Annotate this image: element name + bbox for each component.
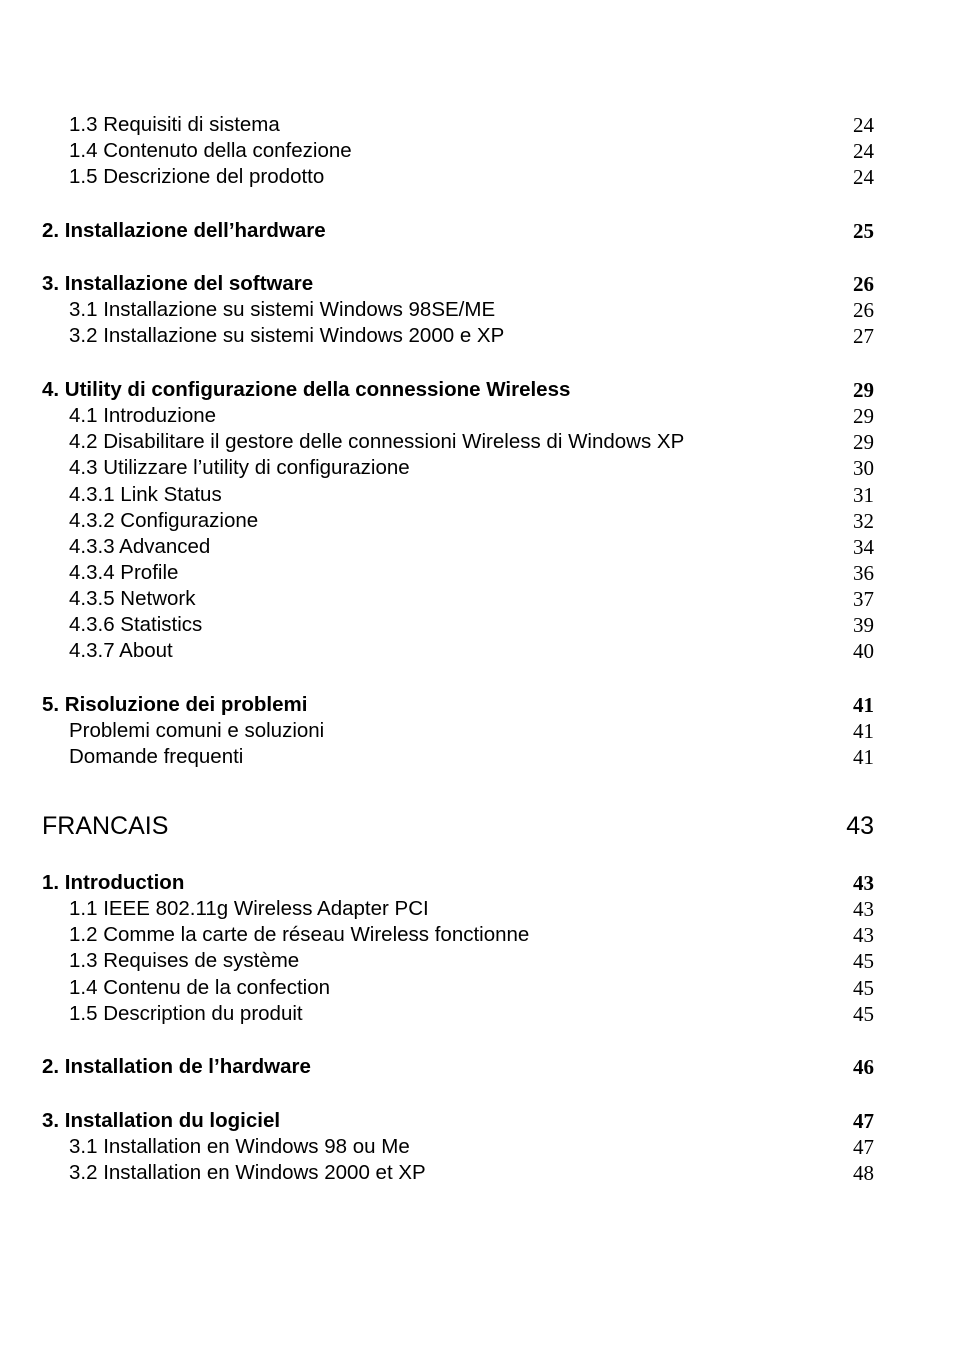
toc-entry-page-number: 43 [846, 812, 874, 840]
toc-entry-page-number: 30 [853, 456, 874, 480]
toc-entry-page-number: 41 [853, 745, 874, 769]
toc-entry-page-number: 29 [853, 430, 874, 454]
toc-entry [0, 948, 954, 974]
toc-section-entry [0, 1108, 954, 1134]
toc-entry [0, 975, 954, 1001]
toc-entry-label: 3.2 Installazione su sistemi Windows 2000 e XP [69, 324, 505, 347]
toc-entry [0, 1001, 954, 1027]
toc-entry-page-number: 25 [853, 219, 874, 243]
toc-section-entry [0, 870, 954, 896]
toc-entry-label: 1.3 Requises de système [69, 949, 300, 972]
toc-entry-page-number: 47 [853, 1135, 874, 1159]
toc-entry [0, 638, 954, 664]
toc-entry-page-number: 47 [853, 1109, 874, 1133]
toc-entry-page-number: 24 [853, 165, 874, 189]
toc-entry-label: 4.2 Disabilitare il gestore delle connessioni Wireless di Windows XP [69, 430, 685, 453]
toc-entry [0, 1160, 954, 1186]
toc-section-entry [0, 1054, 954, 1080]
toc-entry-page-number: 24 [853, 139, 874, 163]
toc-entry-page-number: 45 [853, 949, 874, 973]
toc-entry-page-number: 43 [853, 871, 874, 895]
toc-entry-label: 2. Installazione dell’hardware [42, 219, 326, 242]
toc-entry-label: 1. Introduction [42, 871, 185, 894]
toc-entry-label: 3. Installazione del software [42, 272, 314, 295]
toc-entry-label: 3.1 Installazione su sistemi Windows 98SE/ME [69, 298, 496, 321]
toc-entry-label: 4.3.7 About [69, 639, 173, 662]
toc-entry-page-number: 34 [853, 535, 874, 559]
toc-entry-label: 4.3.6 Statistics [69, 613, 203, 636]
toc-entry [0, 297, 954, 323]
toc-entry-label: 5. Risoluzione dei problemi [42, 693, 308, 716]
toc-entry-page-number: 40 [853, 639, 874, 663]
toc-entry-page-number: 41 [853, 693, 874, 717]
toc-entry [0, 138, 954, 164]
toc-entry-page-number: 29 [853, 404, 874, 428]
toc-entry [0, 112, 954, 138]
toc-entry-page-number: 32 [853, 509, 874, 533]
toc-entry-page-number: 43 [853, 897, 874, 921]
toc-section-entry [0, 218, 954, 244]
toc-entry [0, 744, 954, 770]
toc-entry [0, 164, 954, 190]
toc-entry-label: 1.1 IEEE 802.11g Wireless Adapter PCI [69, 897, 429, 920]
toc-entry [0, 1134, 954, 1160]
toc-entry-label: 2. Installation de l’hardware [42, 1055, 311, 1078]
toc-entry-label: 3.2 Installation en Windows 2000 et XP [69, 1161, 426, 1184]
toc-entry-page-number: 27 [853, 324, 874, 348]
toc-entry-page-number: 41 [853, 719, 874, 743]
language-heading [0, 813, 954, 839]
toc-entry [0, 323, 954, 349]
toc-entry-label: 1.4 Contenu de la confection [69, 976, 330, 999]
toc-entry-page-number: 29 [853, 378, 874, 402]
toc-section-entry [0, 271, 954, 297]
toc-entry-label: 4.3.5 Network [69, 587, 196, 610]
toc-entry [0, 482, 954, 508]
toc-entry-label: 1.5 Description du produit [69, 1002, 303, 1025]
toc-entry [0, 718, 954, 744]
toc-entry-label: 4.3.1 Link Status [69, 483, 222, 506]
toc-entry-label: 1.2 Comme la carte de réseau Wireless fonctionne [69, 923, 530, 946]
toc-entry-page-number: 36 [853, 561, 874, 585]
toc-entry-page-number: 45 [853, 1002, 874, 1026]
toc-section-entry [0, 692, 954, 718]
toc-entry [0, 896, 954, 922]
toc-entry-page-number: 45 [853, 976, 874, 1000]
toc-entry-label: 3.1 Installation en Windows 98 ou Me [69, 1135, 410, 1158]
toc-entry-page-number: 26 [853, 272, 874, 296]
toc-entry-page-number: 31 [853, 483, 874, 507]
toc-entry [0, 508, 954, 534]
toc-entry [0, 455, 954, 481]
toc-entry-page-number: 26 [853, 298, 874, 322]
toc-entry-page-number: 43 [853, 923, 874, 947]
toc-entry-label: 1.4 Contenuto della confezione [69, 139, 352, 162]
toc-entry-label: 4.3.2 Configurazione [69, 509, 259, 532]
toc-entry [0, 534, 954, 560]
toc-section-entry [0, 377, 954, 403]
toc-entry-page-number: 24 [853, 113, 874, 137]
toc-entry-page-number: 48 [853, 1161, 874, 1185]
toc-entry [0, 403, 954, 429]
toc-entry-page-number: 39 [853, 613, 874, 637]
toc-entry [0, 922, 954, 948]
toc-entry-label: 4.1 Introduzione [69, 404, 217, 427]
toc-entry-page-number: 46 [853, 1055, 874, 1079]
toc-entry-label: FRANCAIS [42, 812, 169, 840]
toc-entry [0, 586, 954, 612]
toc-entry [0, 612, 954, 638]
toc-entry-label: 1.3 Requisiti di sistema [69, 113, 280, 136]
toc-entry-label: 4.3.3 Advanced [69, 535, 211, 558]
toc-entry-label: 4.3.4 Profile [69, 561, 179, 584]
toc-entry-label: 4. Utility di configurazione della connessione Wireless [42, 378, 571, 401]
toc-entry-label: 4.3 Utilizzare l’utility di configurazione [69, 456, 410, 479]
toc-entry [0, 560, 954, 586]
toc-entry [0, 429, 954, 455]
toc-entry-page-number: 37 [853, 587, 874, 611]
toc-entry-label: 3. Installation du logiciel [42, 1109, 281, 1132]
toc-entry-label: 1.5 Descrizione del prodotto [69, 165, 325, 188]
toc-entry-label: Domande frequenti [69, 745, 244, 768]
toc-entry-label: Problemi comuni e soluzioni [69, 719, 325, 742]
